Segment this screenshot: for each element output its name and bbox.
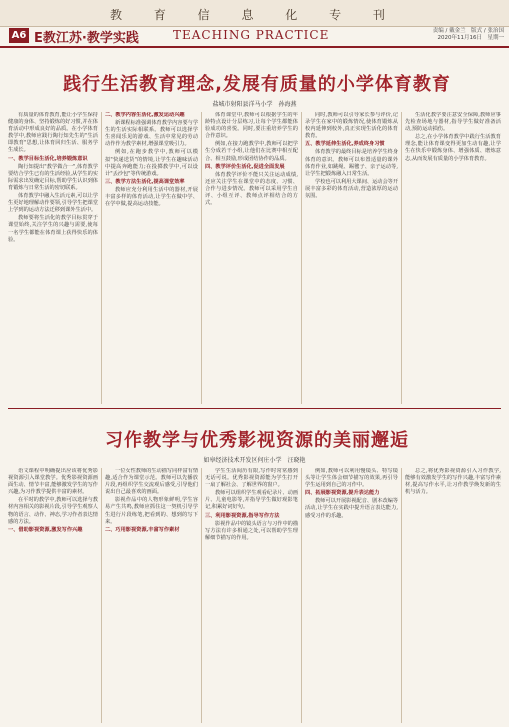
- paragraph: 例如,在跑步教学中,教师可以模拟"快递送货"的情境,让学生在趣味活动中提高奔跑能力;在投掷教学中,可以设计"丢沙包"等传统游戏。: [105, 149, 198, 177]
- masthead-title: 教 育 信 息 化 专 刊: [110, 8, 399, 22]
- paragraph: 一位女性教师的生动描写同样富有情趣,适合作为课堂示范。教师可以先播放片段,再组织学生交流观后感受,引导他们说出自己最喜欢的画面。: [105, 468, 198, 496]
- paragraph: 影视作品中的人物形象鲜明,学生容易产生共鸣,教师应抓住这一契机引导学生进行片段练笔,把看到的、想到的写下来。: [105, 497, 198, 525]
- section-title: E教江苏·教学实践: [34, 31, 139, 46]
- article1-byline: 盐城市射阳县洋马小学 孙海燕: [212, 101, 297, 108]
- section-heading: 四、拓展影视资源,提升表达能力: [305, 490, 380, 497]
- article2-column-1: [8, 468, 98, 723]
- paragraph: 例如,教师可以利用慢镜头、特写镜头等让学生体会细节描写的效果,再引导学生运用到自己的习作中。: [305, 468, 398, 489]
- issue-date: 2020年11月16日 星期一: [437, 35, 504, 41]
- masthead-rule: [0, 46, 509, 48]
- article1-column-4: [305, 112, 398, 404]
- article1-headline: 践行生活教育理念,发展有质量的小学体育教育: [63, 74, 451, 95]
- paragraph: 有质量的体育教育,能让小学生保持健康的身体、坚持锻炼的好习惯,并在体育活动中形成良好的品质。在小学体育教学中,教师应践行陶行知先生的"生活即教育"思想,让体育回归生活、服务学生成长。: [8, 112, 98, 154]
- paragraph: 陶行知提出"教学做合一",体育教学要结合学生已有的生活经验,从学生的实际需求出发确定目标,帮助学生认识到体育锻炼与日常生活的密切联系。: [8, 163, 98, 191]
- article2-column-3: [205, 468, 298, 723]
- column-divider: [401, 468, 402, 723]
- section-heading: 一、教学目标生活化,培养锻炼意识: [8, 155, 88, 162]
- article1-column-2: [105, 112, 198, 404]
- column-divider: [401, 112, 402, 404]
- article1-column-1: [8, 112, 98, 404]
- paragraph: 教师要将生活化的教学目标贯穿于课堂始终,关注学生的兴趣与需要,使每一名学生都能在体育课上获得快乐的体验。: [8, 215, 98, 243]
- column-divider: [101, 112, 102, 404]
- paragraph: 体育教学评价不能只关注运动成绩,还应关注学生在课堂中的态度、习惯、合作与进步情况。教师可以采用学生自评、小组互评、教师点评相结合的方式。: [205, 171, 298, 207]
- section-heading: 二、巧用影视资源,丰富写作素材: [105, 526, 180, 533]
- paragraph: 体育课堂中,教师可以根据学生的年龄特点设计分层练习,让每个学生都能体验成功的喜悦。同时,要注重培养学生的合作意识。: [205, 112, 298, 140]
- paragraph: 在平时的教学中,教师可以选择与教材内容相关的影视片段,引导学生观察人物的语言、动作、神态,学习作者表达情感的方法。: [8, 497, 98, 525]
- section-heading: 二、教学内容生活化,激发运动兴趣: [105, 112, 185, 118]
- paragraph: 学校也可以利用大课间、运动会等开展丰富多彩的体育活动,营造浓厚的运动氛围。: [305, 178, 398, 200]
- paragraph: 教师可以组织学生观看纪录片、动画片、儿童电影等,并指导学生做好观影笔记,积累好词好句。: [205, 490, 298, 511]
- paragraph: 学生生活阅历有限,写作时常常感到无话可说。优秀影视资源能为学生打开一扇了解社会、了解世界的窗户。: [205, 468, 298, 489]
- paragraph: 影视作品中的镜头语言与习作中的描写方法有许多相通之处,可以帮助学生理解细节描写的作用。: [205, 520, 298, 541]
- column-divider: [201, 112, 202, 404]
- article2-column-4: [305, 468, 398, 723]
- issue-meta: [380, 28, 504, 42]
- paragraph: 语文课程中明确提出应该将优秀影视资源引入课堂教学。优秀影视资源画面生动、情节丰富,能够激发学生的写作兴趣,为习作教学提供丰富的素材。: [8, 468, 98, 496]
- column-divider: [201, 468, 202, 723]
- article2-column-5: [405, 468, 501, 723]
- section-heading: 三、教学方法生活化,提高课堂效率: [105, 178, 185, 185]
- paragraph: 教师应充分利用生活中的器材,开展丰富多样的体育活动,让学生在做中学、在学中做,提高运动技能。: [105, 186, 198, 208]
- paragraph: 体育教学中融入生活元素,可以让学生更好地理解动作要领,引导学生把课堂上学到的运动方法迁移到课外生活中。: [8, 193, 98, 214]
- page-number-badge: A6: [9, 28, 29, 43]
- section-heading: 四、教学评价生活化,促进全面发展: [205, 163, 285, 170]
- article2-byline: 如皋经济技术开发区何庄小学 汪晓艳: [203, 457, 306, 464]
- article2-headline: 习作教学与优秀影视资源的美丽邂逅: [105, 430, 409, 451]
- article2-column-2: [105, 468, 198, 723]
- editor-credit: 责编 / 戴金兰 版式 / 张治国: [432, 28, 504, 34]
- section-heading: 一、借助影视资源,激发写作兴趣: [8, 526, 83, 533]
- section-heading: 五、教学延伸生活化,养成终身习惯: [305, 141, 385, 148]
- paragraph: 总之,将优秀影视资源引入习作教学,能够有效激发学生的写作兴趣,丰富写作素材,提高写作水平,让习作教学焕发新的生机与活力。: [405, 468, 501, 496]
- paragraph: 例如,在接力跑教学中,教师可以把学生分成若干小组,让他们在比赛中相互配合、相互鼓励,形成团结协作的品质。: [205, 141, 298, 162]
- paragraph: 教师可以开展影视配音、剧本改编等活动,让学生在实践中提升语言表达能力,感受习作的乐趣。: [305, 498, 398, 519]
- article-separator: [8, 408, 501, 409]
- paragraph: 总之,在小学体育教学中践行生活教育理念,能让体育课变得更加生动有趣,让学生在快乐中锻炼身体、增强体质、磨炼意志,从而发展有质量的小学体育教育。: [405, 134, 501, 162]
- paragraph: 体育教学的最终目标是培养学生终身体育的意识。教师可以布置适量的课外体育作业,如跳绳、踢毽子、亲子运动等,让学生把锻炼融入日常生活。: [305, 149, 398, 177]
- article1-column-5: [405, 112, 501, 404]
- article1-column-3: [205, 112, 298, 404]
- column-divider: [301, 468, 302, 723]
- section-subtitle-en: TEACHING PRACTICE: [173, 28, 330, 42]
- paragraph: 生活化教学要注意安全保障,教师应事先检查场地与器材,指导学生做好准备活动,预防运动损伤。: [405, 112, 501, 133]
- column-divider: [101, 468, 102, 723]
- section-heading: 三、利用影视资源,指导写作方法: [205, 512, 280, 519]
- paragraph: 同时,教师可以引导家长参与评价,记录学生在家中的锻炼情况,使体育锻炼从校内延伸到校外,真正实现生活化的体育教育。: [305, 112, 398, 140]
- column-divider: [301, 112, 302, 404]
- paragraph: 新课程标准强调体育教学内容要与学生的生活实际相联系。教师可以选择学生喜闻乐见的游戏、生活中常见的劳动动作作为教学素材,增强课堂吸引力。: [105, 120, 198, 148]
